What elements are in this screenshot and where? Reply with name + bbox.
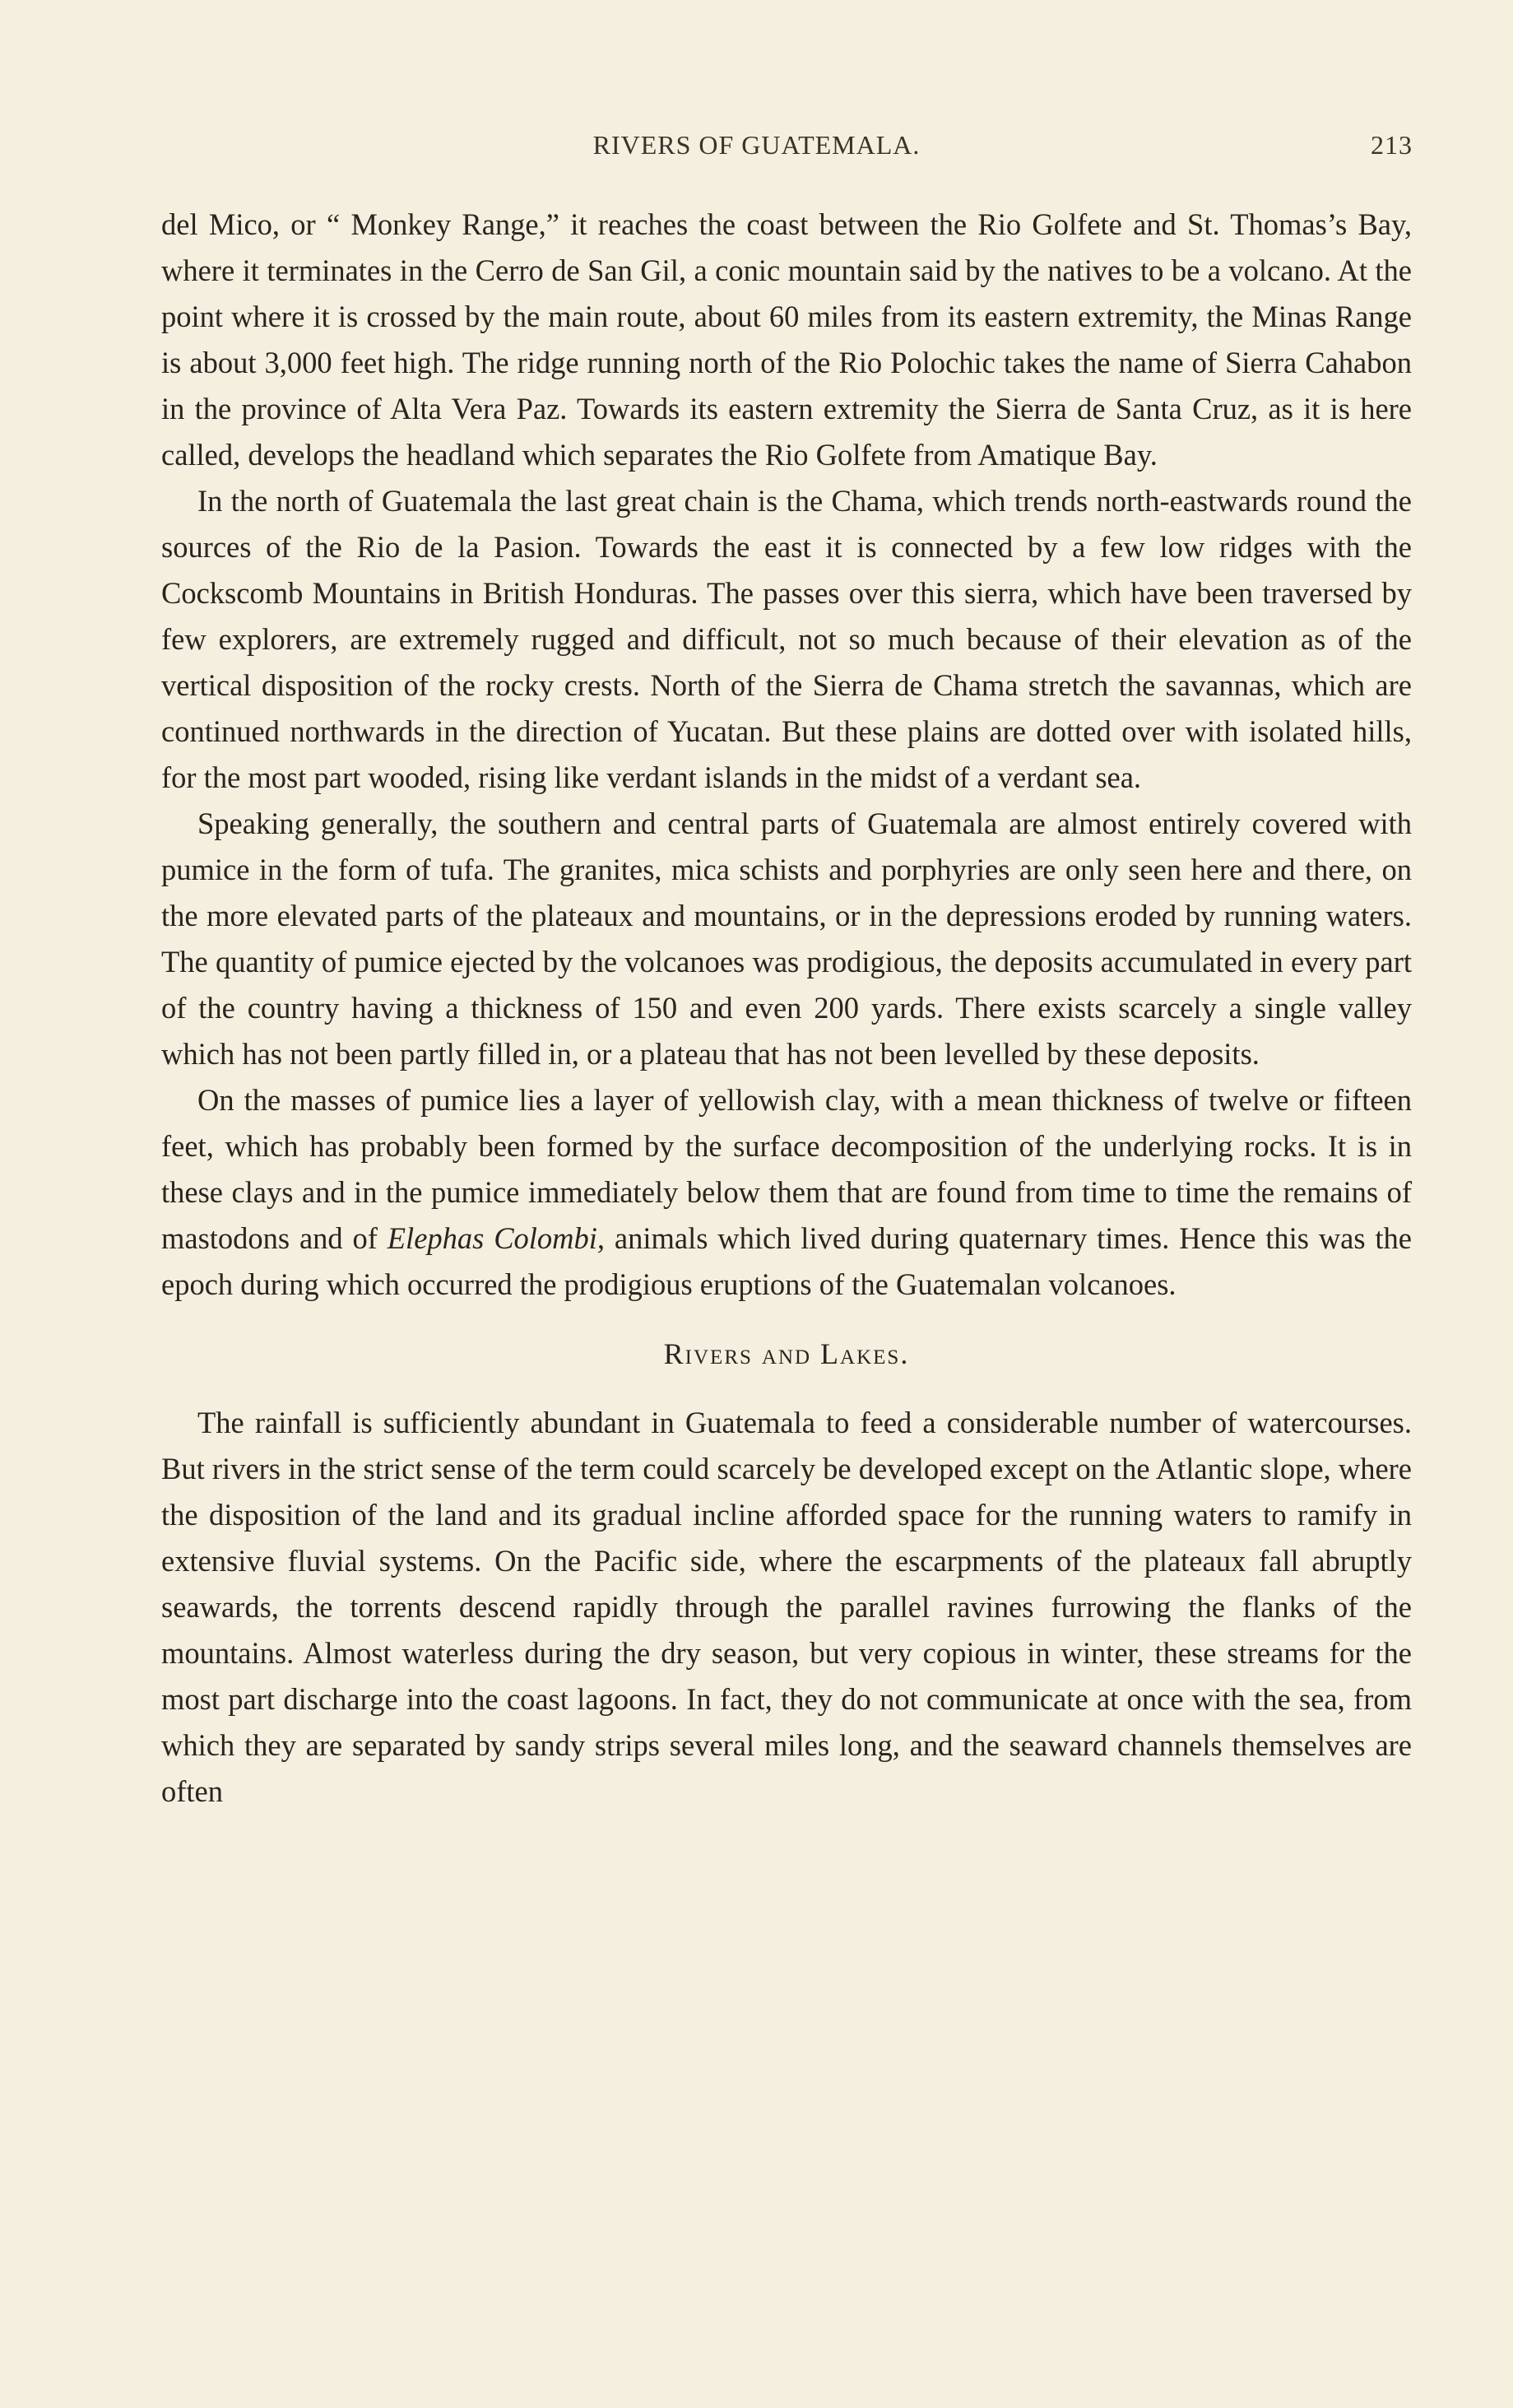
paragraph-5: The rainfall is sufficiently abundant in Guatemala to feed a considerable number of watercourses. But rivers in the strict sense of the term could scarcely be developed except on the Atlantic slope, where the disposition of the land and its gradual incline afforded space for the running waters to ramify in extensive fluvial systems. On the Pacific side, where the escarpments of the plateaux fall abruptly seawards, the torrents descend rapidly through the parallel ravines furrowing the flanks of the mountains. Almost waterless during the dry season, but very copious in winter, these streams for the most part discharge into the coast lagoons. In fact, they do not communicate at once with the sea, from which they are separated by sandy strips several miles long, and the seaward channels themselves are often: [161, 1406, 1412, 1808]
paragraph-2: In the north of Guatemala the last great chain is the Chama, which trends north-eastwards round the sources of the Rio de la Pasion. Towards the east it is connected by a few low ridges with the Cockscomb Mountains in British Honduras. The passes over this sierra, which have been traversed by few explorers, are extremely rugged and difficult, not so much because of their elevation as of the vertical disposition of the rocky crests. North of the Sierra de Chama stretch the savannas, which are continued northwards in the direction of Yucatan. But these plains are dotted over with isolated hills, for the most part wooded, rising like verdant islands in the midst of a verdant sea.: [161, 484, 1412, 794]
paragraph-4-text-b: animals which lived during quaternary times. Hence this was the epoch during which occurred the prodigious eruptions of the Guatemalan volcanoes.: [161, 1221, 1413, 1301]
species-name: Elephas Colombi,: [387, 1221, 606, 1255]
paragraph-1: del Mico, or “ Monkey Range,” it reaches the coast between the Rio Golfete and St. Thomas’s Bay, where it terminates in the Cerro de San Gil, a conic mountain said by the natives to be a volcano. At the point where it is crossed by the main route, about 60 miles from its eastern extremity, the Minas Range is about 3,000 feet high. The ridge running north of the Rio Polochic takes the name of Sierra Cahabon in the province of Alta Vera Paz. Towards its eastern extremity the Sierra de Santa Cruz, as it is here called, develops the headland which separates the Rio Golfete from Amatique Bay.: [161, 207, 1412, 472]
paragraph-4-text-a: On the masses of pumice lies a layer of yellowish clay, with a mean thickness of twelve or fifteen feet, which has probably been formed by the surface decomposition of the underlying rocks. It is in these clays and in the pumice immediately below them that are found from time to time the remains of mastodons and of: [161, 1083, 1412, 1255]
page-number: 213: [1371, 130, 1413, 160]
running-title: RIVERS OF GUATEMALA.: [592, 130, 921, 160]
page-body: [161, 202, 1412, 1815]
section-heading: Rivers and Lakes.: [663, 1337, 910, 1370]
running-head: [0, 130, 1513, 171]
paragraph-3: Speaking generally, the southern and central parts of Guatemala are almost entirely covered with pumice in the form of tufa. The granites, mica schists and porphyries are only seen here and there, on the more elevated parts of the plateaux and mountains, or in the depressions eroded by running waters. The quantity of pumice ejected by the volcanoes was prodigious, the deposits accumulated in every part of the country having a thickness of 150 and even 200 yards. There exists scarcely a single valley which has not been partly filled in, or a plateau that has not been levelled by these deposits.: [161, 807, 1412, 1071]
paragraph-4: [161, 1077, 1412, 1308]
